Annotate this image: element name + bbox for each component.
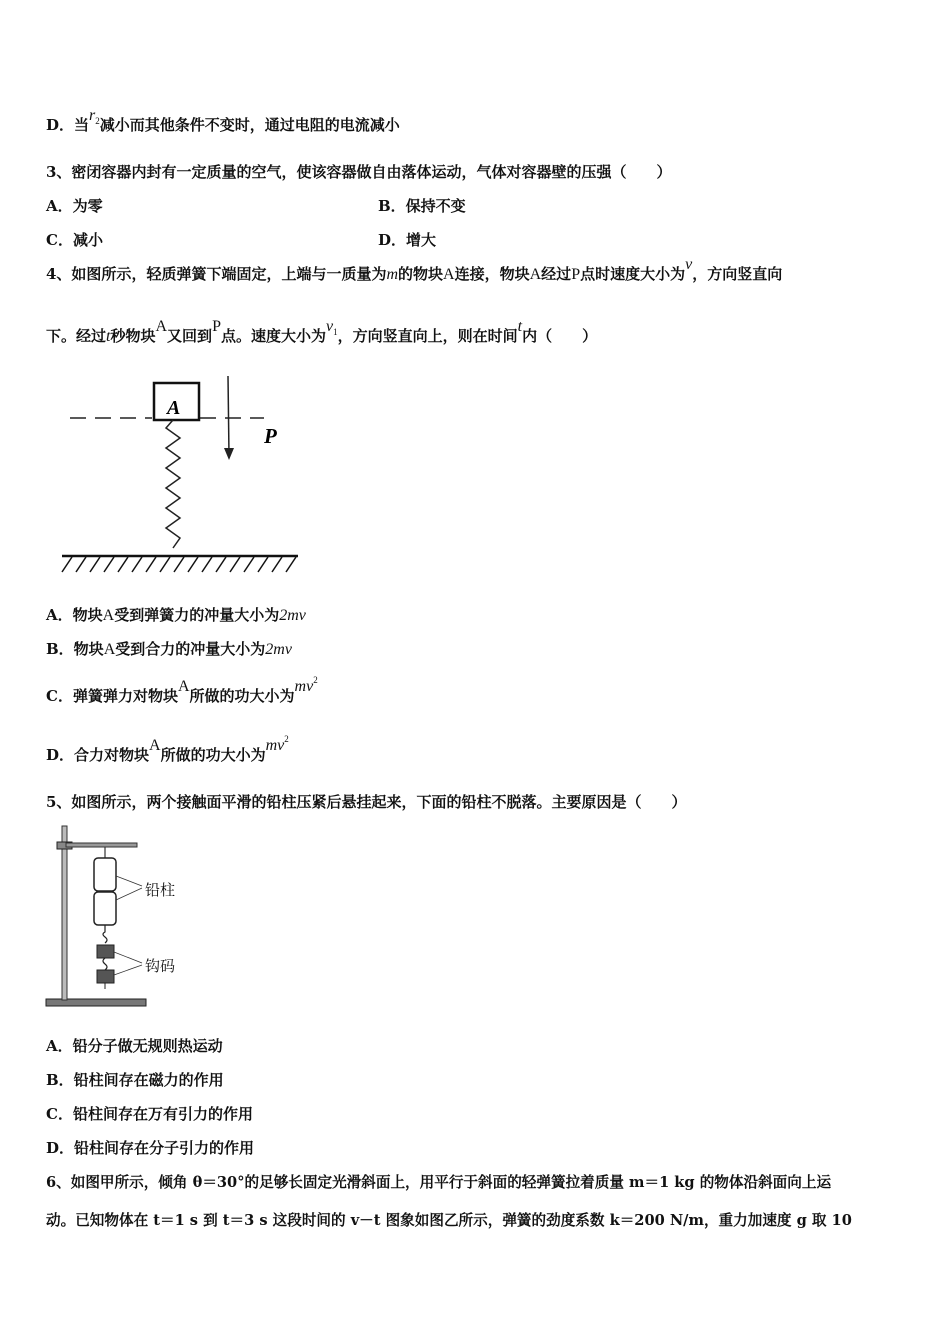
- weight-label: 钩码: [145, 957, 176, 975]
- q4-stem-line1: 4、如图所示，轻质弹簧下端固定，上端与一质量为m的物块A连接，物块A经过P点时速度大小为v，方向竖直向: [46, 256, 783, 283]
- q4-option-a: A．物块A受到弹簧力的冲量大小为2mv: [46, 606, 306, 624]
- spring: [166, 420, 180, 548]
- q3-option-a: A．为零: [46, 197, 103, 215]
- velocity-arrow: [228, 376, 229, 456]
- weight-leader-line-1: [114, 952, 142, 963]
- q6-stem-line1: 6、如图甲所示，倾角 θ＝30°的足够长固定光滑斜面上，用平行于斜面的轻弹簧拉着质量 m＝1 kg 的物体沿斜面向上运: [46, 1174, 832, 1191]
- q2-option-d: D．当$r_2$减小而其他条件不变时，通过电阻的电流减小: [46, 107, 400, 134]
- lead-cylinder-label: 铅柱: [145, 881, 176, 899]
- velocity-arrowhead: [224, 448, 234, 460]
- weight-leader-line-2: [114, 965, 142, 975]
- q6-stem-line2: 动。已知物体在 t＝1 s 到 t＝3 s 这段时间的 v－t 图象如图乙所示，弹簧的劲度系数 k＝200 N/m，重力加速度 g 取 10: [46, 1212, 852, 1229]
- q3-stem: 3、密闭容器内封有一定质量的空气，使该容器做自由落体运动，气体对容器壁的压强（ ）: [46, 163, 672, 181]
- hook: [103, 925, 107, 943]
- q3-option-c: C．减小: [46, 231, 103, 249]
- q4-option-b: B．物块A受到合力的冲量大小为2mv: [46, 640, 292, 658]
- q4-stem-line2: 下。经过t秒物块A又回到P点。速度大小为$v_1$，方向竖直向上，则在时间t内（ ）: [46, 318, 598, 345]
- lead-cylinder-lower: [94, 892, 116, 925]
- q3-option-d: D．增大: [378, 231, 437, 249]
- q5-option-c: C．铅柱间存在万有引力的作用: [46, 1105, 253, 1123]
- point-p-label: P: [264, 424, 277, 448]
- lead-cylinder-upper: [94, 858, 116, 891]
- q5-option-b: B．铅柱间存在磁力的作用: [46, 1071, 224, 1089]
- q5-stem: 5、如图所示，两个接触面平滑的铅柱压紧后悬挂起来，下面的铅柱不脱落。主要原因是（ ）: [46, 793, 687, 811]
- stand-base: [46, 999, 146, 1006]
- q3-option-b: B．保持不变: [378, 197, 466, 215]
- q5-option-a: A．铅分子做无规则热运动: [46, 1037, 223, 1055]
- r2-symbol: $r_2$: [89, 107, 100, 126]
- weight-link: [103, 958, 107, 970]
- q5-option-d: D．铅柱间存在分子引力的作用: [46, 1139, 255, 1157]
- block-a-label: A: [167, 397, 181, 419]
- lead-leader-line-1: [116, 876, 142, 886]
- weight-upper: [97, 945, 114, 958]
- weight-lower: [97, 970, 114, 983]
- stand-arm: [66, 843, 137, 847]
- stand-rod: [62, 826, 67, 1000]
- spring-block-figure: [56, 370, 306, 580]
- q4-option-d: D．合力对物块A所做的功大小为$mv^2$: [46, 734, 289, 764]
- lead-cylinder-figure: [44, 822, 204, 1014]
- q4-option-c: C．弹簧弹力对物块A所做的功大小为$mv^2$: [46, 675, 318, 705]
- lead-leader-line-2: [116, 888, 142, 900]
- ground-hatching: [62, 557, 296, 572]
